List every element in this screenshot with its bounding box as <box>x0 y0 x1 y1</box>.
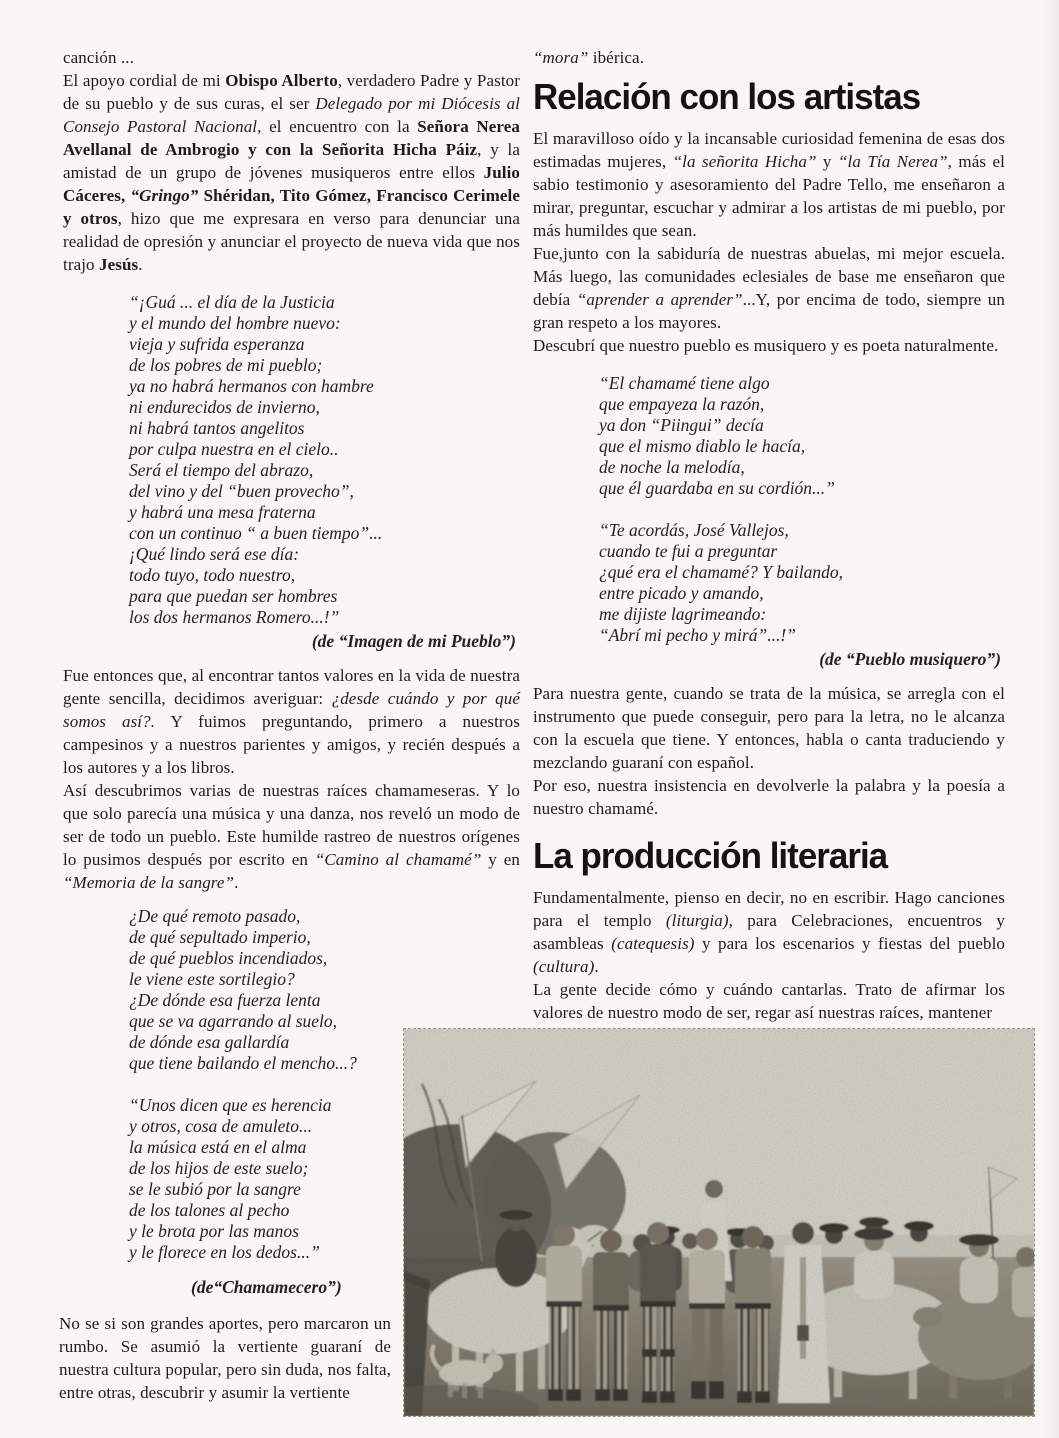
text-run: “Memoria de la sangre” <box>63 873 235 892</box>
poem-line: se le subió por la sangre <box>129 1179 301 1199</box>
poem-line: para que puedan ser hombres <box>129 586 338 606</box>
poem-imagen-de-mi-pueblo <box>129 292 520 652</box>
text-run: “la señorita Hicha” <box>672 152 817 171</box>
text-run: El maravilloso oído y la incansable curiosidad femenina de esas dos estimadas mujeres, <box>533 129 1005 171</box>
poem-line: que empayeza la razón, <box>599 394 765 414</box>
body-paragraph-7 <box>533 334 1005 357</box>
text-run: Delegado por mi Diócesis al Consejo Pastoral Nacional, <box>63 94 520 136</box>
body-paragraph-2 <box>63 664 520 779</box>
poem-line: ¿qué era el chamamé? Y bailando, <box>599 562 843 582</box>
text-run: Señora Nerea Avellanal de Ambrogio y con la Señorita Hicha Páiz <box>63 117 521 159</box>
text-run: Descubrí que nuestro pueblo es musiquero y es poeta naturalmente. <box>533 336 999 355</box>
poem-line: de los talones al pecho <box>129 1200 290 1220</box>
poem-line: que tiene bailando el mencho...? <box>129 1053 357 1073</box>
poem-line: que él guardaba en su cordión...” <box>599 478 835 498</box>
text-run: Fundamentalmente, pienso en decir, no en escribir. Hago canciones para el templo <box>533 888 1005 930</box>
group-photo <box>403 1028 1035 1417</box>
intro-line <box>533 46 1005 69</box>
text-run: , y la amistad de un grupo de jóvenes musiqueros entre ellos <box>63 140 521 182</box>
text-run: y para los escenarios y fiestas del pueblo <box>694 934 1006 953</box>
poem-line: “Te acordás, José Vallejos, <box>599 520 789 540</box>
section-heading-relacion-con-los-artistas: Relación con los artistas <box>533 76 921 117</box>
text-run: “Camino al chamamé” <box>314 850 482 869</box>
poem-line: de los pobres de mi pueblo; <box>129 355 323 375</box>
section-heading-la-produccion-literaria: La producción literaria <box>533 835 888 876</box>
poem-line: de dónde esa gallardía <box>129 1032 290 1052</box>
poem-lines <box>129 292 520 628</box>
text-run: La gente decide cómo y cuándo cantarlas. Trato de afirmar los valores de nuestro modo de ser, regar así nuestras raíces, mantener <box>533 980 1005 1022</box>
text-run: . <box>594 957 599 976</box>
text-run: “la Tía Nerea” <box>837 152 948 171</box>
poem-line: que el mismo diablo le hacía, <box>599 436 806 456</box>
poem-line: y otros, cosa de amuleto... <box>129 1116 313 1136</box>
poem-line: de qué pueblos incendiados, <box>129 948 328 968</box>
text-run: , más el sabio testimonio y asesoramiento del Padre Tello, me enseñaron a mirar, preguntar, escuchar y admirar a los artistas de mi pueblo, por más humildes que sean. <box>533 152 1005 240</box>
text-run: ...Y, por encima de todo, siempre un gran respeto a los mayores. <box>533 290 1005 332</box>
text-run: . <box>138 255 143 274</box>
body-paragraph-4 <box>59 1312 391 1404</box>
poem-line: vieja y sufrida esperanza <box>129 334 305 354</box>
body-paragraph-5 <box>533 127 1005 242</box>
poem-line: “Abrí mi pecho y mirá”...!” <box>599 625 796 645</box>
poem-line: y habrá una mesa fraterna <box>129 502 316 522</box>
text-run: , para Celebraciones, encuentros y asambleas <box>533 911 1005 953</box>
poem-line: y le florece en los dedos...” <box>129 1242 320 1262</box>
body-paragraph-3 <box>63 779 520 894</box>
text-run: ibérica. <box>588 48 645 67</box>
text-run: ¿desde cuándo y por qué somos así?. <box>63 689 521 731</box>
poem-line: Será el tiempo del abrazo, <box>129 460 314 480</box>
text-run: El apoyo cordial de mi <box>63 71 226 90</box>
text-run: . <box>234 873 239 892</box>
body-paragraph-9 <box>533 774 1005 820</box>
poem-line: le viene este sortilegio? <box>129 969 295 989</box>
text-run: Shéridan, Tito Gómez, Francisco Cerimele y otros <box>63 186 521 228</box>
poem-line: “¡Guá ... el día de la Justicia <box>129 292 335 312</box>
poem-line: ¿De qué remoto pasado, <box>129 906 301 926</box>
poem-line: ni endurecidos de invierno, <box>129 397 320 417</box>
poem-line: los dos hermanos Romero...!” <box>129 607 340 627</box>
text-run: “mora” <box>533 48 589 67</box>
poem-line: ¡Qué lindo será ese día: <box>129 544 300 564</box>
text-run: Así descubrimos varias de nuestras raíces chamameseras. Y lo que solo parecía una música y una danza, nos reveló un modo de ser de todo un pueblo. Este humilde rastreo de nuestros orígenes lo pusimos después por escrito en <box>63 781 520 869</box>
poem-line: del vino y del “buen provecho”, <box>129 481 354 501</box>
poem-line: de qué sepultado imperio, <box>129 927 311 947</box>
poem-lines <box>599 373 1005 499</box>
poem-line: por culpa nuestra en el cielo.. <box>129 439 339 459</box>
poem-line: de noche la melodía, <box>599 457 745 477</box>
text-run: , verdadero Padre y Pastor de su pueblo y de sus curas, el ser <box>63 71 521 113</box>
poem-line: la música está en el alma <box>129 1137 307 1157</box>
poem-line: ya don “Piingui” decía <box>599 415 764 435</box>
poem-line: entre picado y amando, <box>599 583 764 603</box>
text-run: (liturgia) <box>665 911 729 930</box>
body-paragraph-6 <box>533 242 1005 334</box>
poem-line: ni habrá tantos angelitos <box>129 418 305 438</box>
body-paragraph-1 <box>63 69 520 276</box>
intro-line: canción ... <box>63 48 134 67</box>
poem-el-chamame-tiene-algo <box>599 373 1005 670</box>
poem-line: y el mundo del hombre nuevo: <box>129 313 341 333</box>
text-run: , hizo que me expresara en verso para denunciar una realidad de opresión y anunciar el proyecto de nueva vida que nos trajo <box>63 209 520 274</box>
right-column <box>533 46 1005 1024</box>
poem-line: con un continuo “ a buen tiempo”... <box>129 523 383 543</box>
text-run: Fue,junto con la sabiduría de nuestras abuelas, mi mejor escuela. Más luego, las comunidades eclesiales de base me enseñaron que debía <box>533 244 1005 309</box>
text-run: “aprender a aprender” <box>576 290 743 309</box>
poem-line: cuando te fui a preguntar <box>599 541 778 561</box>
poem-line: de los hijos de este suelo; <box>129 1158 309 1178</box>
text-run: “Gringo” <box>130 186 199 205</box>
poem-attribution: (de “Imagen de mi Pueblo”) <box>311 631 516 651</box>
text-run: Por eso, nuestra insistencia en devolverle la palabra y la poesía a nuestro chamamé. <box>533 776 1005 818</box>
text-run: y en <box>481 850 520 869</box>
poem-te-acordas-jose-vallejos <box>599 520 1005 646</box>
poem-line: me dijiste lagrimeando: <box>599 604 767 624</box>
poem-line: “Unos dicen que es herencia <box>129 1095 332 1115</box>
text-run: No se si son grandes aportes, pero marcaron un rumbo. Se asumió la vertiente guaraní de nuestra cultura popular, pero sin duda, nos falta, entre otras, descubrir y asumir la vertiente <box>59 1314 391 1402</box>
poem-line: todo tuyo, todo nuestro, <box>129 565 296 585</box>
body-paragraph-11 <box>533 978 1005 1024</box>
text-run: Para nuestra gente, cuando se trata de la música, se arregla con el instrumento que puede conseguir, pero para la letra, no le alcanza con la escuela que tiene. Y entonces, habla o canta traduciendo y mezclando guaraní con español. <box>533 684 1005 772</box>
text-run: Jesús <box>99 255 139 274</box>
text-run: Y fuimos preguntando, primero a nuestros campesinos y a nuestros parientes y amigos, y recién después a los autores y a los libros. <box>63 712 520 777</box>
film-grain <box>404 1029 1034 1416</box>
text-run: (cultura) <box>533 957 595 976</box>
text-run: (catequesis) <box>611 934 695 953</box>
text-run: Julio Cáceres, <box>63 163 520 205</box>
text-run: Obispo Alberto <box>225 71 338 90</box>
poem-attribution: (de“Chamamecero”) <box>191 1277 342 1297</box>
poem-line: ¿De dónde esa fuerza lenta <box>129 990 321 1010</box>
poem-line: que se va agarrando al suelo, <box>129 1011 338 1031</box>
poem-line: “El chamamé tiene algo <box>599 373 770 393</box>
text-run: Fue entonces que, al encontrar tantos valores en la vida de nuestra gente sencilla, decidimos averiguar: <box>63 666 520 708</box>
poem-attribution: (de “Pueblo musiquero”) <box>819 649 1001 669</box>
text-run: el encuentro con la <box>261 117 418 136</box>
text-run: y <box>816 152 838 171</box>
body-paragraph-10 <box>533 886 1005 978</box>
body-paragraph-8 <box>533 682 1005 774</box>
group-photo-illustration <box>404 1029 1034 1416</box>
poem-line: ya no habrá hermanos con hambre <box>129 376 374 396</box>
poem-line: y le brota por las manos <box>129 1221 299 1241</box>
